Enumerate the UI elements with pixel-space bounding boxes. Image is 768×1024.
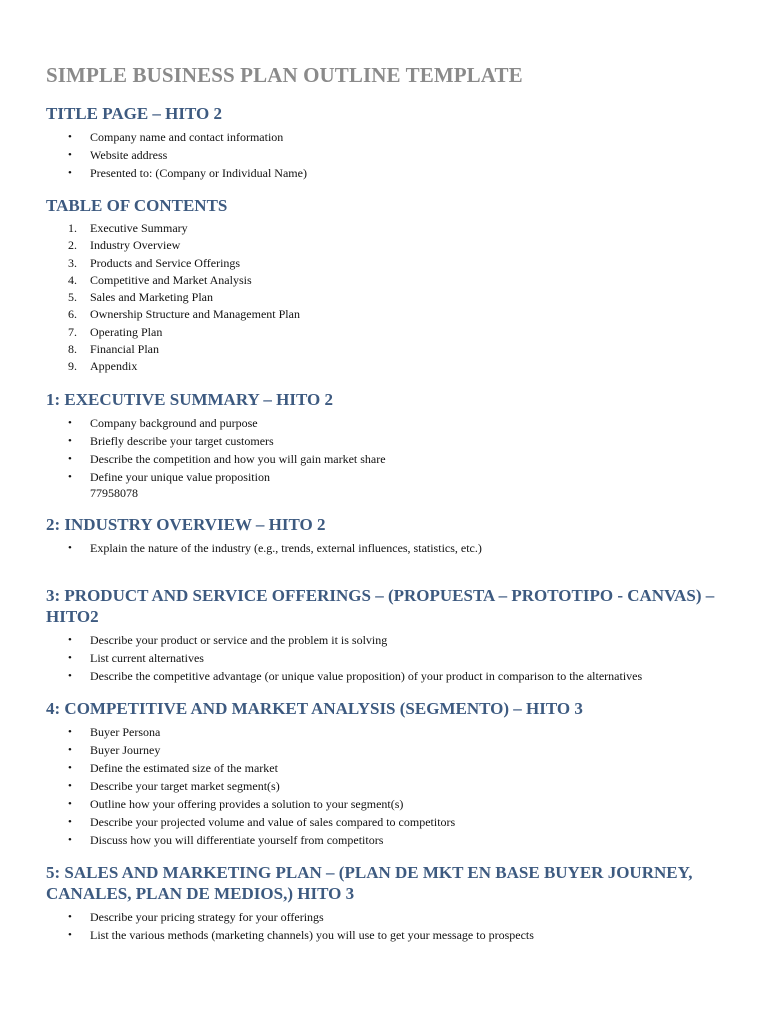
section-heading: 2: INDUSTRY OVERVIEW – HITO 2: [46, 514, 326, 534]
bullet-list: [46, 908, 728, 944]
section-title-page: [46, 103, 728, 182]
bullet-list: [46, 631, 728, 685]
toc-item: Executive Summary: [90, 221, 188, 235]
section-heading: 5: SALES AND MARKETING PLAN – (PLAN DE MKT EN BASE BUYER JOURNEY, CANALES, PLAN DE MEDIOS,) HITO 3: [46, 862, 693, 903]
list-item: • Company name and contact information: [46, 128, 728, 146]
section-competitive-market-analysis: [46, 698, 728, 849]
numbered-list: [46, 220, 728, 376]
list-item: • Presented to: (Company or Individual Name): [46, 164, 728, 182]
bullet-list: [46, 414, 728, 486]
document-title: SIMPLE BUSINESS PLAN OUTLINE TEMPLATE: [46, 63, 523, 87]
toc-item: Sales and Marketing Plan: [90, 290, 213, 305]
section-table-of-contents: [46, 195, 728, 376]
list-item: • Buyer Persona: [46, 723, 728, 741]
list-item: • Explain the nature of the industry (e.g., trends, external influences, statistics, etc.): [46, 539, 728, 557]
toc-item: Operating Plan: [90, 324, 163, 339]
list-item: • Outline how your offering provides a solution to your segment(s): [46, 795, 728, 813]
list-item: • Website address: [46, 146, 728, 164]
list-item: • Describe the competitive advantage (or unique value proposition) of your product in comparison to the alternatives: [46, 667, 728, 685]
toc-item: Appendix: [90, 359, 138, 374]
section-executive-summary: [46, 389, 728, 501]
section-product-service-offerings: [46, 585, 728, 685]
list-item: • Describe the competition and how you will gain market share: [46, 450, 728, 468]
list-item: • List the various methods (marketing channels) you will use to get your message to prospects: [46, 926, 728, 944]
list-item: • Company background and purpose: [46, 414, 728, 432]
section-sales-marketing-plan: [46, 862, 728, 944]
list-item: • Define the estimated size of the market: [46, 759, 728, 777]
section-heading: 1: EXECUTIVE SUMMARY – HITO 2: [46, 389, 334, 409]
section-industry-overview: [46, 514, 728, 557]
toc-item: Ownership Structure and Management Plan: [90, 307, 300, 322]
list-item: • Describe your pricing strategy for your offerings: [46, 908, 728, 926]
section-heading: TITLE PAGE – HITO 2: [46, 104, 223, 123]
toc-item: Financial Plan: [90, 342, 159, 357]
list-item: • Buyer Journey: [46, 741, 728, 759]
toc-item: Industry Overview: [90, 238, 181, 253]
list-item: • Define your unique value proposition: [46, 468, 728, 486]
bullet-list: [46, 723, 728, 849]
section-heading: 3: PRODUCT AND SERVICE OFFERINGS – (PROPUESTA – PROTOTIPO - CANVAS) – HITO2: [46, 585, 715, 626]
list-item: • Discuss how you will differentiate yourself from competitors: [46, 831, 728, 849]
note-number: 77958078: [90, 485, 138, 500]
list-item: • Briefly describe your target customers: [46, 432, 728, 450]
list-item: • Describe your projected volume and value of sales compared to competitors: [46, 813, 728, 831]
toc-item: Competitive and Market Analysis: [90, 272, 252, 287]
section-heading: 4: COMPETITIVE AND MARKET ANALYSIS (SEGMENTO) – HITO 3: [46, 698, 583, 718]
list-item: • Describe your product or service and the problem it is solving: [46, 631, 728, 649]
section-heading: TABLE OF CONTENTS: [46, 196, 228, 215]
list-item: • Describe your target market segment(s): [46, 777, 728, 795]
bullet-list: [46, 539, 728, 557]
list-item: • List current alternatives: [46, 649, 728, 667]
bullet-list: [46, 128, 728, 182]
toc-item: Products and Service Offerings: [90, 255, 241, 270]
